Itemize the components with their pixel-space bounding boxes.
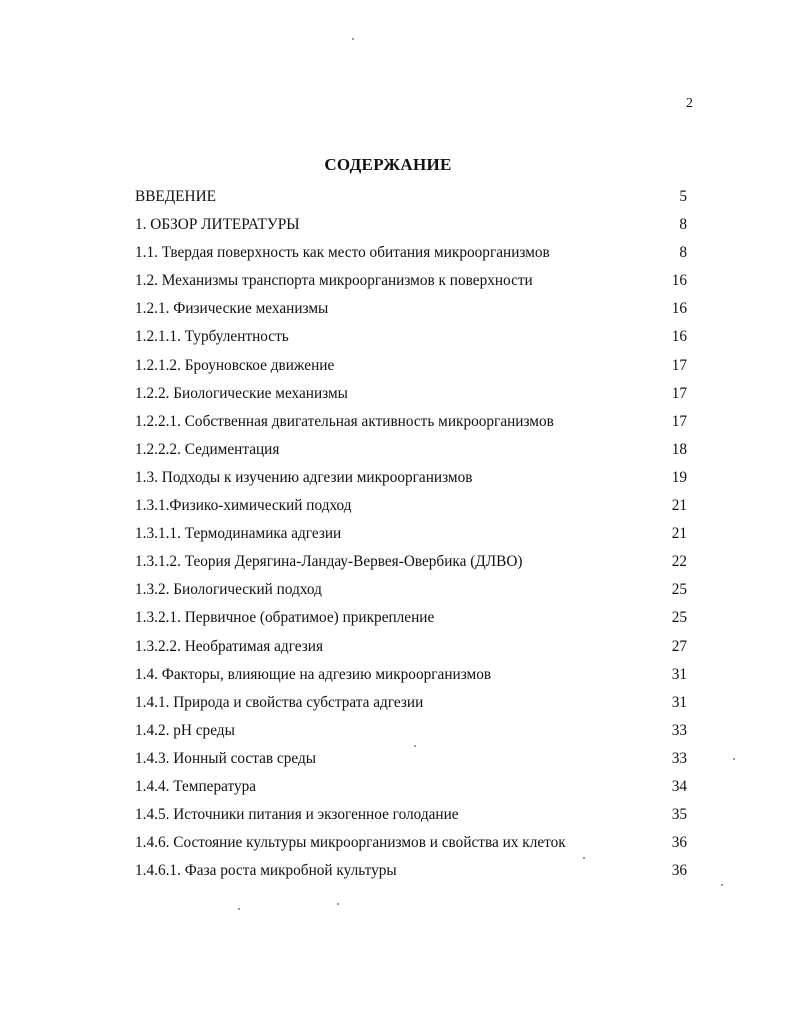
toc-entry-page: 25 bbox=[671, 609, 687, 627]
toc-entry bbox=[135, 352, 687, 380]
toc-entry-label: 1.3.1.1. Термодинамика адгезии bbox=[135, 525, 342, 543]
toc-entry-label: 1.3.2.1. Первичное (обратимое) прикрепление bbox=[135, 609, 435, 627]
toc-entry-label: 1.2.2.2. Седиментация bbox=[135, 440, 280, 458]
toc-entry-page: 19 bbox=[671, 468, 687, 486]
toc-entry-page: 16 bbox=[671, 328, 687, 346]
toc-entry-label: 1.2.1. Физические механизмы bbox=[135, 300, 329, 318]
toc-entry bbox=[135, 323, 687, 351]
toc-entry-page: 16 bbox=[671, 300, 687, 318]
toc-entry-label: 1.4. Факторы, влияющие на адгезию микроорганизмов bbox=[135, 665, 492, 683]
page-number: 2 bbox=[686, 96, 693, 111]
toc-entry-page: 36 bbox=[671, 834, 687, 852]
toc-entry bbox=[135, 773, 687, 801]
toc-entry bbox=[135, 745, 687, 773]
toc-entry bbox=[135, 520, 687, 548]
toc-entry-label: 1.2.2.1. Собственная двигательная активность микроорганизмов bbox=[135, 412, 554, 430]
toc-entry-page: 35 bbox=[671, 806, 687, 824]
scan-speck bbox=[352, 38, 354, 40]
toc-entry-label: 1.3. Подходы к изучению адгезии микроорганизмов bbox=[135, 468, 473, 486]
toc-entry-label: 1.2.1.1. Турбулентность bbox=[135, 328, 289, 346]
toc-entry-label: 1.4.2. pH среды bbox=[135, 721, 235, 739]
toc-entry-label: 1. ОБЗОР ЛИТЕРАТУРЫ bbox=[135, 216, 300, 234]
toc-entry-page: 21 bbox=[671, 497, 687, 515]
page-title: СОДЕРЖАНИЕ bbox=[324, 155, 452, 174]
toc-entry bbox=[135, 717, 687, 745]
toc-entry bbox=[135, 211, 687, 239]
scan-speck bbox=[414, 745, 416, 747]
toc-entry-label: 1.2.1.2. Броуновское движение bbox=[135, 356, 335, 374]
toc-entry-label: 1.4.1. Природа и свойства субстрата адгезии bbox=[135, 693, 424, 711]
toc-entry-page: 5 bbox=[679, 188, 687, 205]
toc-entry bbox=[135, 492, 687, 520]
toc-entry bbox=[135, 380, 687, 408]
toc-entry-page: 8 bbox=[679, 244, 687, 262]
toc-entry-label: 1.1. Твердая поверхность как место обитания микроорганизмов bbox=[135, 244, 550, 262]
scan-speck bbox=[733, 758, 735, 760]
toc-entry bbox=[135, 857, 687, 885]
toc-entry-page: 21 bbox=[671, 525, 687, 543]
toc-entry-label: 1.3.2.2. Необратимая адгезия bbox=[135, 637, 324, 655]
toc-entry bbox=[135, 295, 687, 323]
toc-entry-page: 17 bbox=[671, 356, 687, 374]
toc-entry-label: 1.4.6.1. Фаза роста микробной культуры bbox=[135, 862, 397, 880]
toc-entry-page: 22 bbox=[671, 553, 687, 571]
toc-entry-label: ВВЕДЕНИЕ bbox=[135, 188, 216, 205]
toc-entry bbox=[135, 604, 687, 632]
toc-entry bbox=[135, 436, 687, 464]
toc-entry bbox=[135, 267, 687, 295]
toc-entry-page: 8 bbox=[679, 216, 687, 234]
scan-speck bbox=[721, 884, 723, 886]
toc-entry bbox=[135, 464, 687, 492]
toc-entry-label: 1.3.1.2. Теория Дерягина-Ландау-Вервея-Овербика (ДЛВО) bbox=[135, 553, 523, 571]
toc-entry-page: 27 bbox=[671, 637, 687, 655]
toc-entry-page: 34 bbox=[671, 777, 687, 795]
toc-entry-label: 1.4.3. Ионный состав среды bbox=[135, 749, 317, 767]
toc-entry bbox=[135, 829, 687, 857]
toc-entry bbox=[135, 801, 687, 829]
toc-entry-page: 36 bbox=[671, 862, 687, 880]
scan-speck bbox=[337, 903, 339, 905]
toc-entry-label: 1.2. Механизмы транспорта микроорганизмов к поверхности bbox=[135, 272, 533, 290]
toc-entry-page: 17 bbox=[671, 412, 687, 430]
toc-entry-page: 31 bbox=[671, 693, 687, 711]
toc-entry bbox=[135, 576, 687, 604]
scan-speck bbox=[238, 908, 240, 910]
toc-entry bbox=[135, 548, 687, 576]
toc-entry-page: 33 bbox=[671, 749, 687, 767]
toc-entry bbox=[135, 661, 687, 689]
toc-entry-label: 1.2.2. Биологические механизмы bbox=[135, 384, 348, 402]
toc-entry bbox=[135, 239, 687, 267]
toc-entry-page: 33 bbox=[671, 721, 687, 739]
toc-entry-page: 17 bbox=[671, 384, 687, 402]
toc-entry bbox=[135, 408, 687, 436]
toc-entry-page: 25 bbox=[671, 581, 687, 599]
toc-entry-label: 1.4.4. Температура bbox=[135, 777, 257, 795]
toc-entry-label: 1.3.2. Биологический подход bbox=[135, 581, 322, 599]
toc-entry-page: 16 bbox=[671, 272, 687, 290]
toc-entry-page: 18 bbox=[671, 440, 687, 458]
toc-entry bbox=[135, 689, 687, 717]
toc-entry-label: 1.4.5. Источники питания и экзогенное голодание bbox=[135, 806, 459, 824]
toc-entry-label: 1.3.1.Физико-химический подход bbox=[135, 497, 352, 515]
toc-entry bbox=[135, 633, 687, 661]
toc-entry-label: 1.4.6. Состояние культуры микроорганизмов и свойства их клеток bbox=[135, 834, 566, 852]
toc-entry bbox=[135, 183, 687, 211]
scan-speck bbox=[583, 857, 585, 859]
table-of-contents bbox=[135, 183, 687, 885]
toc-entry-page: 31 bbox=[671, 665, 687, 683]
